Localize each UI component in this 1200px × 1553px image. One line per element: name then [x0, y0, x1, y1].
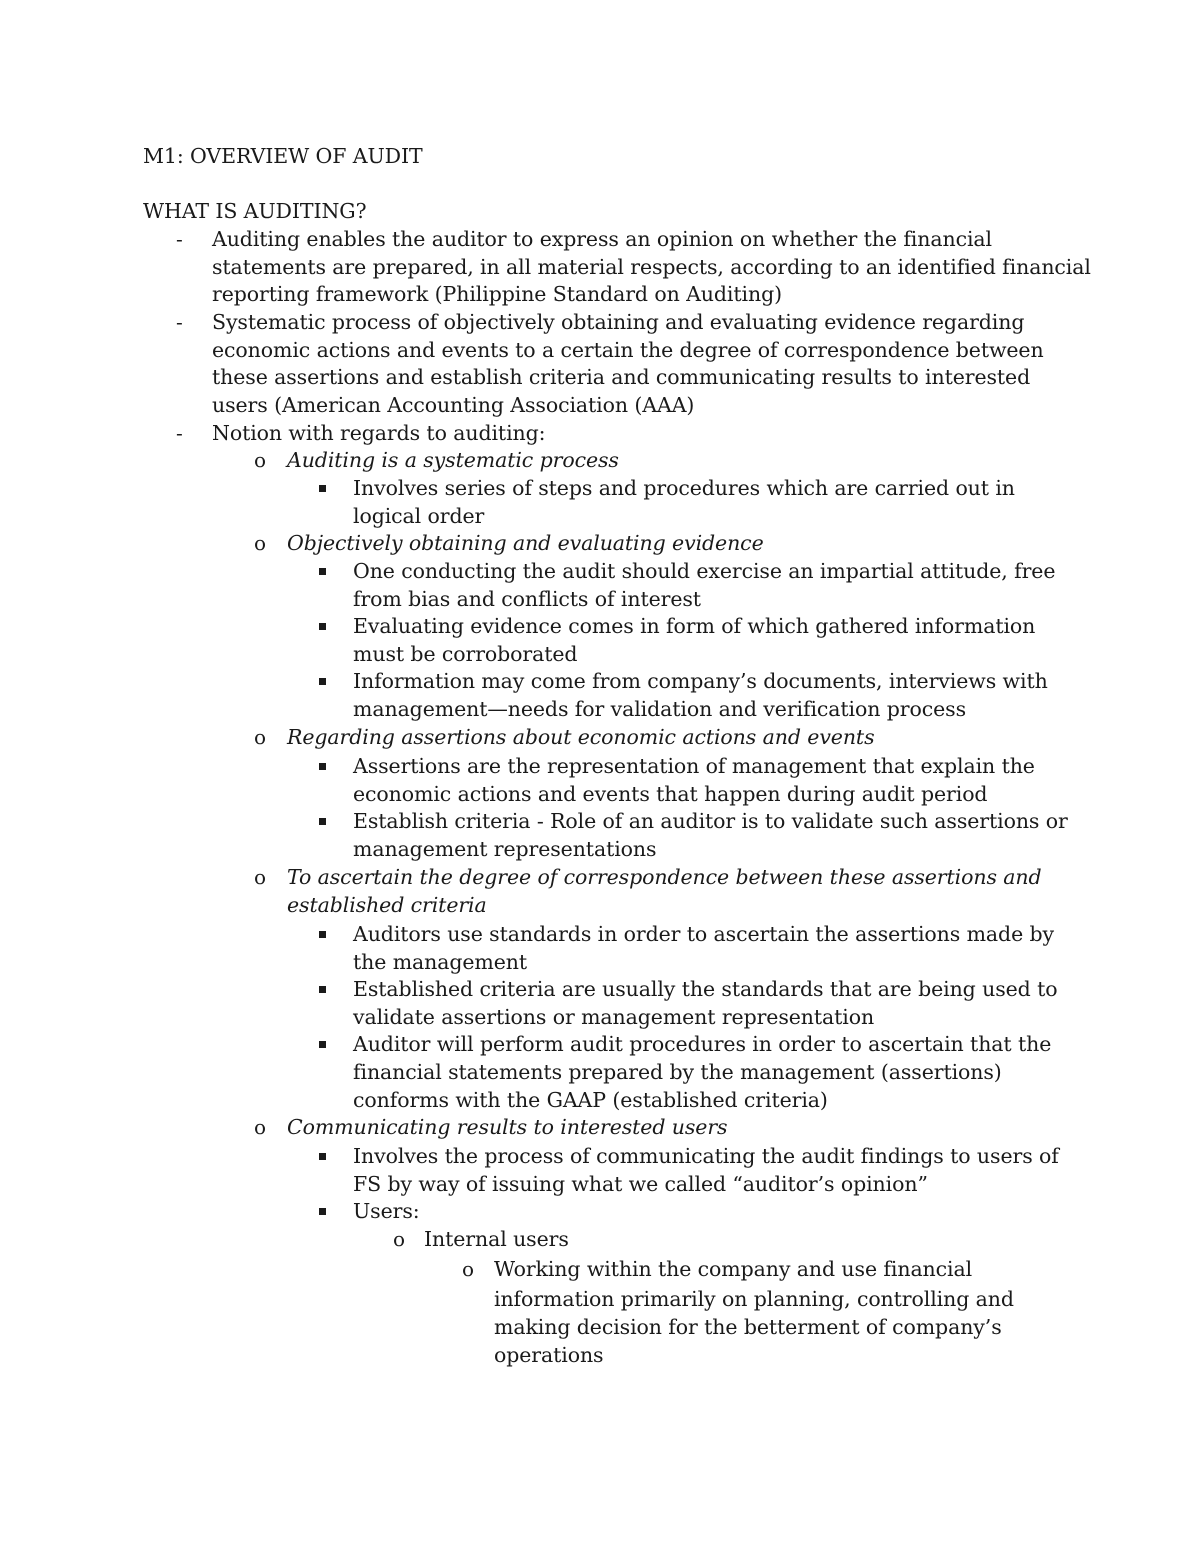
dash-item-line: these assertions and establish criteria and communicating results to interested	[212, 365, 1031, 389]
notion-bullet-line: management representations	[353, 837, 657, 861]
square-bullet-icon	[319, 1041, 326, 1048]
notion-bullet-line: management—needs for validation and verification process	[353, 697, 966, 721]
users-detail-line: Working within the company and use financial	[494, 1257, 973, 1281]
dash-item-line: users (American Accounting Association (AAA)	[212, 393, 695, 417]
document-title: M1: OVERVIEW OF AUDIT	[143, 144, 423, 168]
circle-bullet-icon: o	[254, 531, 267, 555]
dash-item-line: statements are prepared, in all material respects, according to an identified financial	[212, 255, 1091, 279]
notion-bullet-line: Involves the process of communicating the audit findings to users of	[353, 1144, 1059, 1168]
notion-bullet-line: One conducting the audit should exercise an impartial attitude, free	[353, 559, 1056, 583]
notion-heading: established criteria	[287, 893, 487, 917]
section-heading: WHAT IS AUDITING?	[143, 199, 367, 223]
dash-bullet-icon: -	[176, 310, 183, 334]
notion-bullet-line: the management	[353, 950, 528, 974]
notion-bullet-line: Assertions are the representation of management that explain the	[353, 754, 1035, 778]
circle-bullet-icon: o	[462, 1257, 475, 1281]
circle-bullet-icon: o	[254, 448, 267, 472]
notion-bullet-line: Evaluating evidence comes in form of which gathered information	[353, 614, 1036, 638]
square-bullet-icon	[319, 678, 326, 685]
square-bullet-icon	[319, 931, 326, 938]
notion-bullet-line: must be corroborated	[353, 642, 578, 666]
notion-bullet-line: Involves series of steps and procedures which are carried out in	[353, 476, 1015, 500]
square-bullet-icon	[319, 623, 326, 630]
dash-bullet-icon: -	[176, 227, 183, 251]
dash-item-line: economic actions and events to a certain the degree of correspondence between	[212, 338, 1044, 362]
notion-heading: Auditing is a systematic process	[287, 448, 619, 472]
square-bullet-icon	[319, 763, 326, 770]
circle-bullet-icon: o	[254, 725, 267, 749]
notion-bullet-line: from bias and conflicts of interest	[353, 587, 701, 611]
dash-item-line: Systematic process of objectively obtaining and evaluating evidence regarding	[212, 310, 1025, 334]
notion-bullet-line: validate assertions or management representation	[353, 1005, 875, 1029]
notion-heading: Communicating results to interested users	[287, 1115, 728, 1139]
notion-bullet-line: Auditor will perform audit procedures in order to ascertain that the	[353, 1032, 1052, 1056]
notion-bullet-line: FS by way of issuing what we called “auditor’s opinion”	[353, 1172, 928, 1196]
notion-bullet-line: Established criteria are usually the standards that are being used to	[353, 977, 1058, 1001]
square-bullet-icon	[319, 986, 326, 993]
square-bullet-icon	[319, 568, 326, 575]
notion-bullet-line: Users:	[353, 1199, 420, 1223]
notion-bullet-line: Establish criteria - Role of an auditor is to validate such assertions or	[353, 809, 1068, 833]
notion-bullet-line: economic actions and events that happen during audit period	[353, 782, 988, 806]
users-detail-line: making decision for the betterment of company’s	[494, 1315, 1002, 1339]
circle-bullet-icon: o	[254, 1115, 267, 1139]
users-detail-line: operations	[494, 1343, 604, 1367]
square-bullet-icon	[319, 485, 326, 492]
users-label: Internal users	[424, 1227, 569, 1251]
notion-bullet-line: logical order	[353, 504, 485, 528]
notion-heading: Regarding assertions about economic actions and events	[287, 725, 875, 749]
square-bullet-icon	[319, 1208, 326, 1215]
square-bullet-icon	[319, 818, 326, 825]
circle-bullet-icon: o	[393, 1227, 406, 1251]
circle-bullet-icon: o	[254, 865, 267, 889]
users-detail-line: information primarily on planning, controlling and	[494, 1287, 1014, 1311]
dash-bullet-icon: -	[176, 421, 183, 445]
dash-item-line: reporting framework (Philippine Standard on Auditing)	[212, 282, 783, 306]
notion-heading: To ascertain the degree of correspondence between these assertions and	[287, 865, 1042, 889]
notion-heading: Objectively obtaining and evaluating evidence	[287, 531, 764, 555]
notion-bullet-line: financial statements prepared by the management (assertions)	[353, 1060, 1002, 1084]
notion-bullet-line: Information may come from company’s documents, interviews with	[353, 669, 1048, 693]
dash-item-line: Auditing enables the auditor to express an opinion on whether the financial	[212, 227, 993, 251]
square-bullet-icon	[319, 1153, 326, 1160]
notion-bullet-line: Auditors use standards in order to ascertain the assertions made by	[353, 922, 1055, 946]
dash-item-line: Notion with regards to auditing:	[212, 421, 546, 445]
notion-bullet-line: conforms with the GAAP (established criteria)	[353, 1088, 828, 1112]
